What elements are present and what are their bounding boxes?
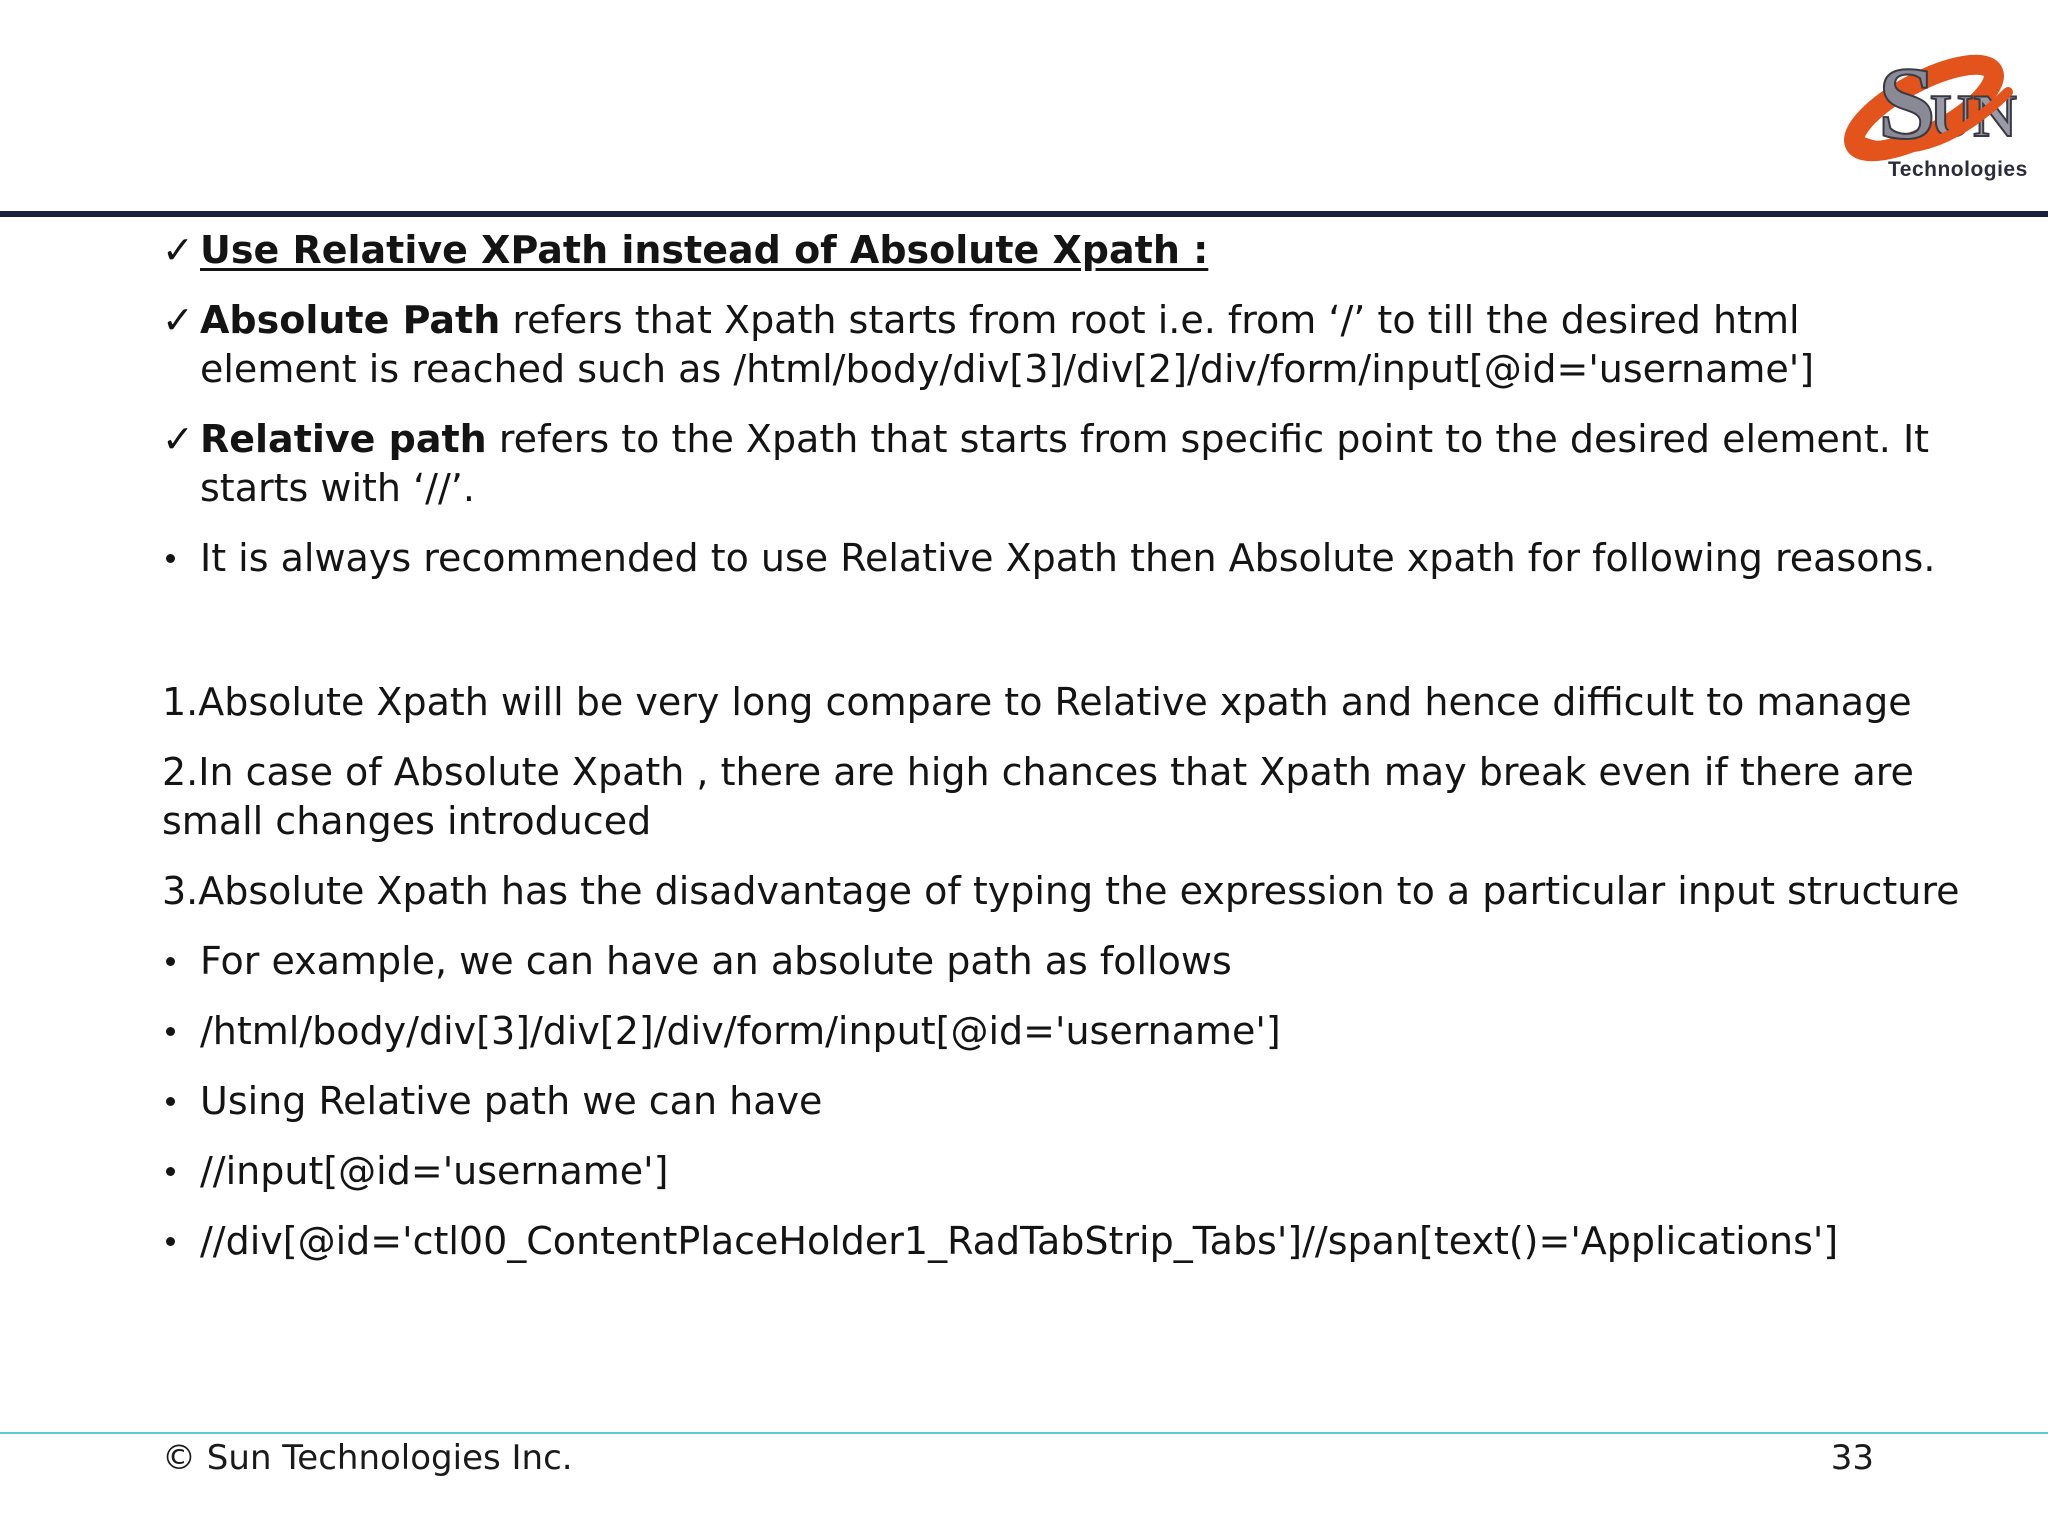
reason-item: [162, 678, 1922, 727]
xpath-example: //div[@id='ctl00_ContentPlaceHolder1_RadTabStrip_Tabs']//span[text()='Applications']: [200, 1219, 1839, 1263]
footer-copyright: © Sun Technologies Inc.: [162, 1438, 573, 1478]
page-number: 33: [1830, 1438, 1874, 1478]
list-item: [162, 1077, 1922, 1126]
checkmark-icon: ✓: [162, 298, 194, 342]
list-item: [162, 1147, 1922, 1196]
reason-text: 3.Absolute Xpath has the disadvantage of typing the expression to a particular input structure: [162, 869, 1960, 913]
bullet-icon: [166, 1027, 175, 1036]
definition-text: refers to the Xpath that starts from specific point to the desired element. It: [486, 417, 1930, 461]
xpath-example: /html/body/div[3]/div[2]/div/form/input[@id='username']: [200, 1009, 1281, 1053]
definition-text-cont: starts with ‘//’.: [200, 466, 475, 510]
list-item: [162, 1217, 1922, 1266]
footer-divider: [0, 1432, 2048, 1434]
list-item: [162, 937, 1922, 986]
list-item: [162, 415, 1930, 513]
bullet-text: It is always recommended to use Relative Xpath then Absolute xpath for following reasons.: [200, 536, 1936, 580]
slide-body: [162, 226, 1960, 1287]
bullet-icon: [166, 957, 175, 966]
term-relative-path: Relative path: [200, 417, 487, 461]
list-item: [162, 226, 1922, 275]
xpath-example: //input[@id='username']: [200, 1149, 669, 1193]
reason-text: 1.Absolute Xpath will be very long compare to Relative xpath and hence difficult to manage: [162, 680, 1912, 724]
list-item: [162, 1007, 1922, 1056]
definition-text-cont: element is reached such as /html/body/div[3]/div[2]/div/form/input[@id='username']: [200, 347, 1815, 391]
bullet-icon: [166, 1237, 175, 1246]
checkmark-icon: ✓: [162, 417, 194, 461]
bullet-text: For example, we can have an absolute path as follows: [200, 939, 1232, 983]
bullet-icon: [166, 1097, 175, 1106]
definition-text: refers that Xpath starts from root i.e. from ‘/’ to till the desired html: [500, 298, 1800, 342]
section-heading: Use Relative XPath instead of Absolute Xpath :: [200, 228, 1209, 272]
svg-text:S: S: [1878, 46, 1936, 161]
reason-text: 2.In case of Absolute Xpath , there are high chances that Xpath may break even if there are: [162, 750, 1914, 794]
bullet-icon: [166, 554, 175, 563]
reason-item: [162, 867, 1960, 916]
list-item: [162, 534, 1936, 583]
header-divider: [0, 211, 2048, 217]
list-item: [162, 296, 1922, 394]
logo-wordmark: Technologies: [1888, 158, 2028, 181]
bullet-icon: [166, 1167, 175, 1176]
reason-item: [162, 748, 1922, 846]
reason-text-cont: small changes introduced: [162, 799, 652, 843]
term-absolute-path: Absolute Path: [200, 298, 501, 342]
svg-text:UN: UN: [1930, 83, 2017, 149]
bullet-text: Using Relative path we can have: [200, 1079, 823, 1123]
checkmark-icon: ✓: [162, 228, 194, 272]
